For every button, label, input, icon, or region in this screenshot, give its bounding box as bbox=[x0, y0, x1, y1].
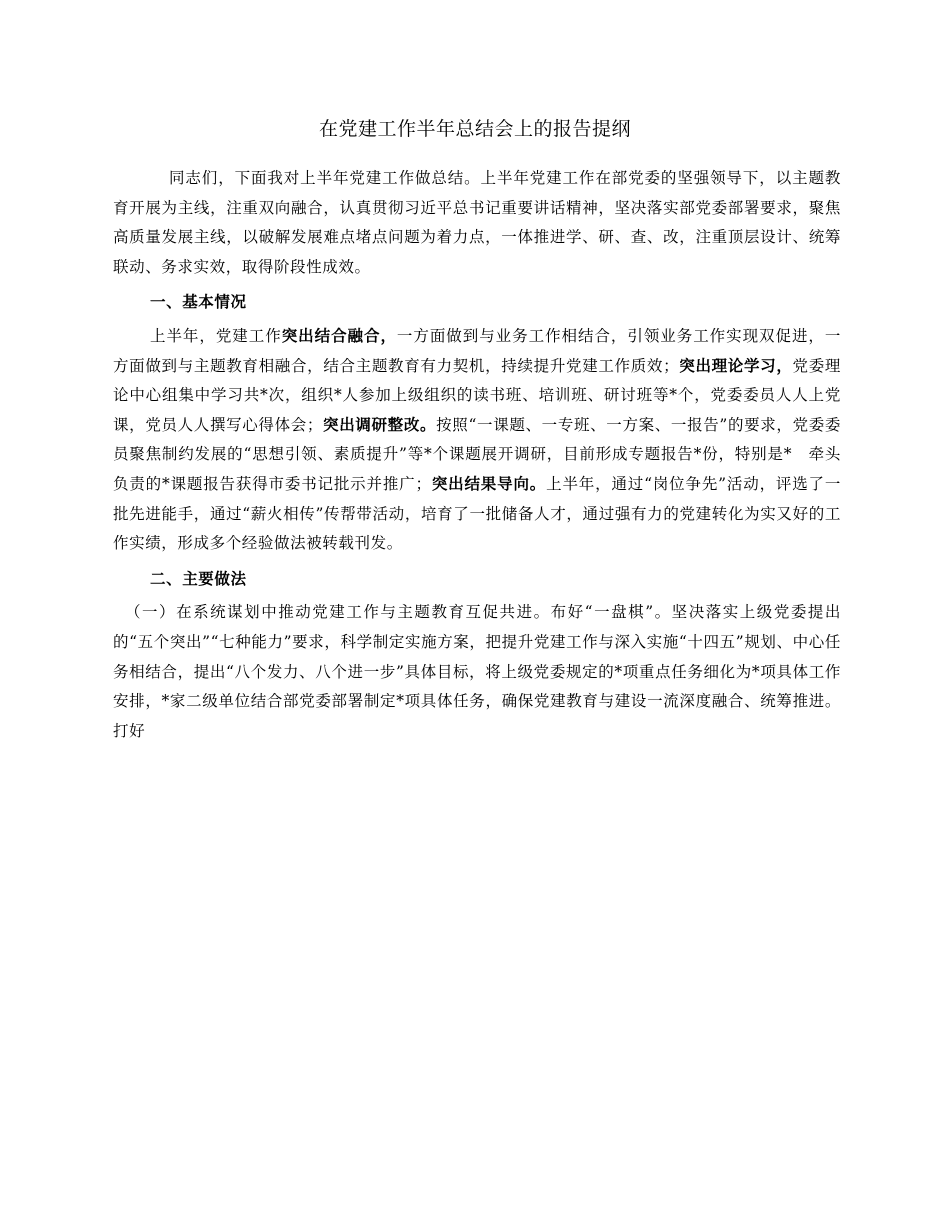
emphasis-theory-study: 突出理论学习， bbox=[679, 356, 793, 375]
basic-situation-paragraph bbox=[113, 322, 841, 559]
text-run: 党委理论中心组集中学习共*次，组织*人参加上级组织的读书班、培训班、研讨班等*个，党委委员人人上党课，党员人人撰写心得体会； bbox=[113, 356, 841, 434]
emphasis-integration: 突出结合融合， bbox=[281, 326, 397, 345]
emphasis-research-rectification: 突出调研整改。 bbox=[322, 415, 437, 434]
main-practices-paragraph: （一）在系统谋划中推动党建工作与主题教育互促共进。布好“一盘棋”。坚决落实上级党委提出的“五个突出”“七种能力”要求，科学制定实施方案，把提升党建工作与深入实施“十四五”规划、中心任务相结合，提出“八个发力、八个进一步”具体目标，将上级党委规定的*项重点任务细化为*项具体工作安排，*家二级单位结合部党委部署制定*项具体任务，确保党建教育与建设一流深度融合、统筹推进。打好 bbox=[113, 603, 841, 740]
emphasis-result-oriented: 突出结果导向。 bbox=[431, 474, 547, 493]
section-heading-basic-situation: 一、基本情况 bbox=[150, 293, 247, 312]
document-body bbox=[113, 164, 841, 746]
text-run: 按照“一课题、一专班、一方案、一报告”的要求，党委委员聚焦制约发展的“思想引领、素质提升”等*个课题展开调研，目前形成专题报告*份，特别是* 牵头负责的*课题报告获得市委书记批示并推广； bbox=[113, 415, 841, 493]
text-run: 上半年，通过“岗位争先”活动，评选了一批先进能手，通过“薪火相传”传帮带活动，培育了一批储备人才，通过强有力的党建转化为实又好的工作实绩，形成多个经验做法被转载刊发。 bbox=[113, 474, 841, 553]
text-run: 一方面做到与业务工作相结合，引领业务工作实现双促进，一方面做到与主题教育相融合，结合主题教育有力契机，持续提升党建工作质效； bbox=[113, 326, 841, 375]
intro-paragraph: 同志们，下面我对上半年党建工作做总结。上半年党建工作在部党委的坚强领导下，以主题教育开展为主线，注重双向融合，认真贯彻习近平总书记重要讲话精神，坚决落实部党委部署要求，聚焦高质量发展主线，以破解发展难点堵点问题为着力点，一体推进学、研、查、改，注重顶层设计、统筹联动、务求实效，取得阶段性成效。 bbox=[113, 169, 841, 276]
section-heading-main-practices: 二、主要做法 bbox=[150, 569, 247, 588]
text-run: 上半年，党建工作 bbox=[150, 326, 282, 345]
document-title: 在党建工作半年总结会上的报告提纲 bbox=[318, 118, 631, 140]
